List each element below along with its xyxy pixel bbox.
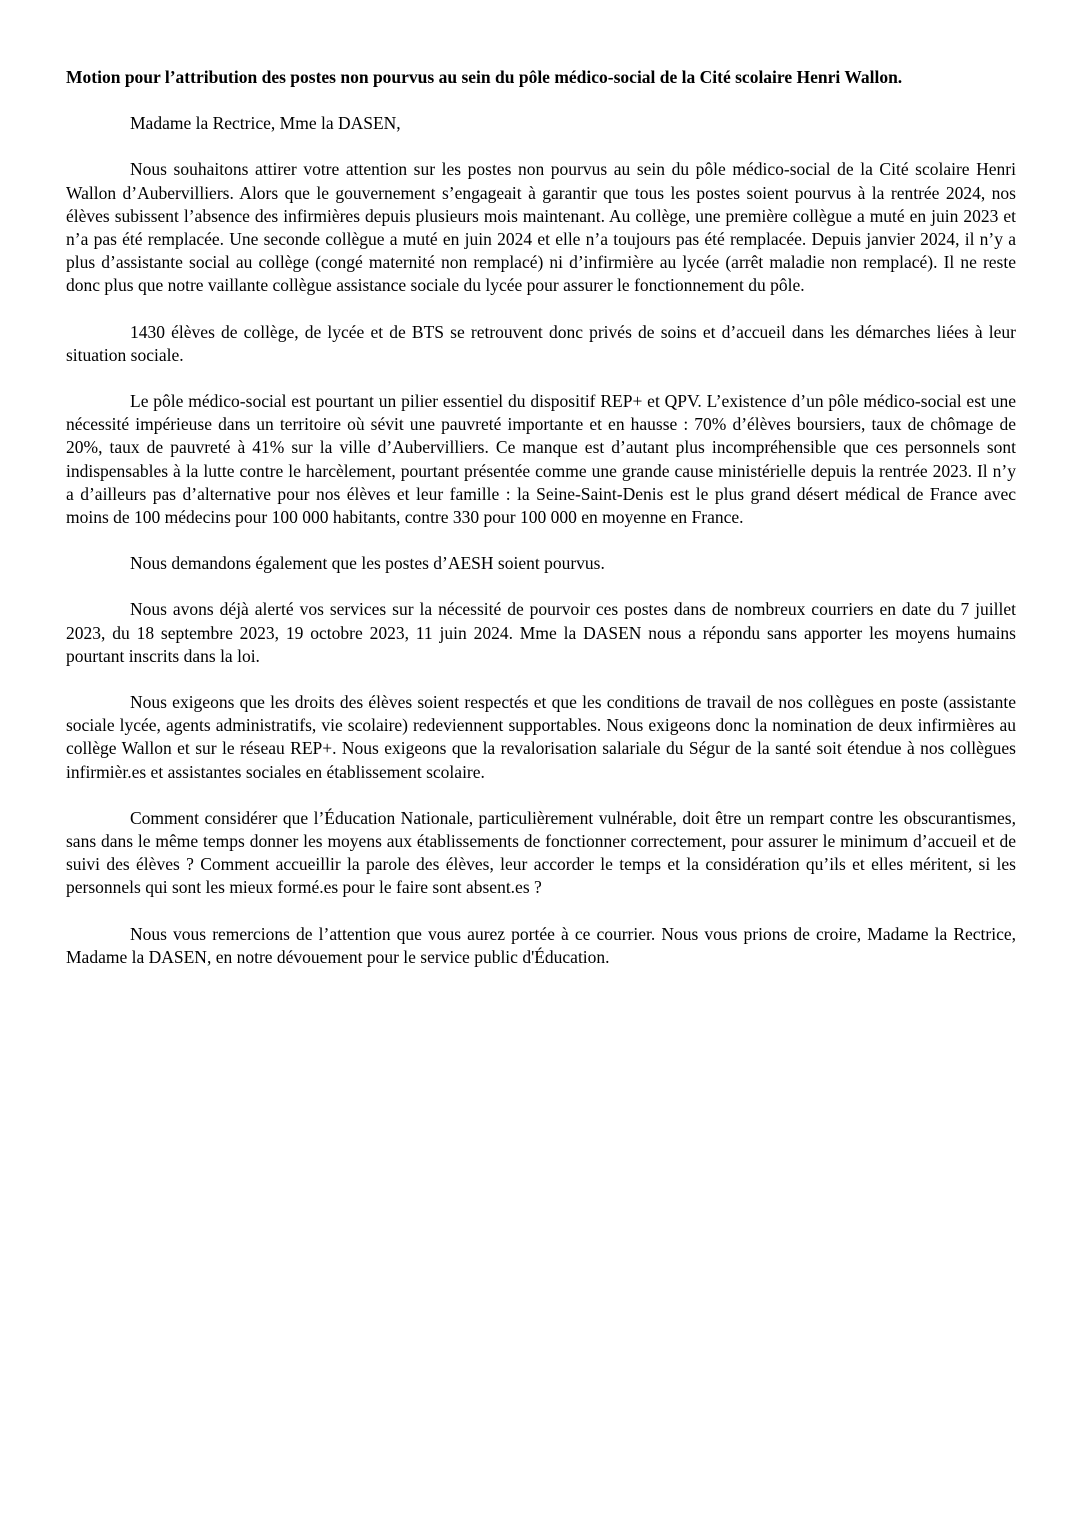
paragraph-closing: Nous vous remercions de l’attention que vous aurez portée à ce courrier. Nous vous prions de croire, Madame la Rectrice, Madame la DASEN, en notre dévouement pour le service public d'Éducation. — [66, 923, 1016, 967]
document-title: Motion pour l’attribution des postes non pourvus au sein du pôle médico-social de la Cité scolaire Henri Wallon. — [66, 67, 903, 87]
paragraph-students-impact: 1430 élèves de collège, de lycée et de BTS se retrouvent donc privés de soins et d’accueil dans les démarches liées à leur situation sociale. — [66, 321, 1016, 365]
salutation: Madame la Rectrice, Mme la DASEN, — [130, 113, 401, 134]
paragraph-context: Nous souhaitons attirer votre attention sur les postes non pourvus au sein du pôle médico-social de la Cité scolaire Henri Wallon d’Aubervilliers. Alors que le gouvernement s’engageait à garantir que tous les postes soient pourvus à la rentrée 2024, nos élèves subissent l’absence des infirmières depuis plusieurs mois maintenant. Au collège, une première collègue a muté en juin 2023 et n’a pas été remplacée. Une seconde collègue a muté en juin 2024 et elle n’a toujours pas été remplacée. Depuis janvier 2024, il n’y a plus d’assistante social au collège (congé maternité non remplacé) ni d’infirmière au lycée (arrêt maladie non remplacé). Il ne reste donc plus que notre vaillante collègue assistance sociale du lycée pour assurer le fonctionnement du pôle. — [66, 159, 1016, 296]
paragraph-aesh: Nous demandons également que les postes d’AESH soient pourvus. — [130, 553, 605, 574]
paragraph-territory: Le pôle médico-social est pourtant un pilier essentiel du dispositif REP+ et QPV. L’existence d’un pôle médico-social est une nécessité impérieuse dans un territoire où sévit une pauvreté importante et en hausse : 70% d’élèves boursiers, taux de chômage de 20%, taux de pauvreté à 41% sur la ville d’Aubervilliers. Ce manque est d’autant plus incompréhensible que ces personnels sont indispensables à la lutte contre le harcèlement, pourtant présentée comme une grande cause ministérielle depuis la rentrée 2023. Il n’y a d’ailleurs pas d’alternative pour nos élèves et leur famille : la Seine-Saint-Denis est le plus grand désert médical de France avec moins de 100 médecins pour 100 000 habitants, contre 330 pour 100 000 en moyenne en France. — [66, 391, 1016, 528]
paragraph-demands: Nous exigeons que les droits des élèves soient respectés et que les conditions de travail de nos collègues en poste (assistante sociale lycée, agents administratifs, vie scolaire) redeviennent supportables. Nous exigeons donc la nomination de deux infirmières au collège Wallon et sur le réseau REP+. Nous exigeons que la revalorisation salariale du Ségur de la santé soit étendue à nos collègues infirmièr.es et assistantes sociales en établissement scolaire. — [66, 692, 1016, 782]
paragraph-alerts: Nous avons déjà alerté vos services sur la nécessité de pourvoir ces postes dans de nombreux courriers en date du 7 juillet 2023, du 18 septembre 2023, 19 octobre 2023, 11 juin 2024. Mme la DASEN nous a répondu sans apporter les moyens humains pourtant inscrits dans la loi. — [66, 599, 1016, 666]
paragraph-questions: Comment considérer que l’Éducation Nationale, particulièrement vulnérable, doit être un rempart contre les obscurantismes, sans dans le même temps donner les moyens aux établissements de fonctionner correctement, pour assurer le minimum d’accueil et de suivi des élèves ? Comment accueillir la parole des élèves, leur accorder le temps et la considération qu’ils et elles méritent, si les personnels qui sont les mieux formé.es pour le faire sont absent.es ? — [66, 807, 1016, 898]
document-page — [66, 66, 1016, 992]
